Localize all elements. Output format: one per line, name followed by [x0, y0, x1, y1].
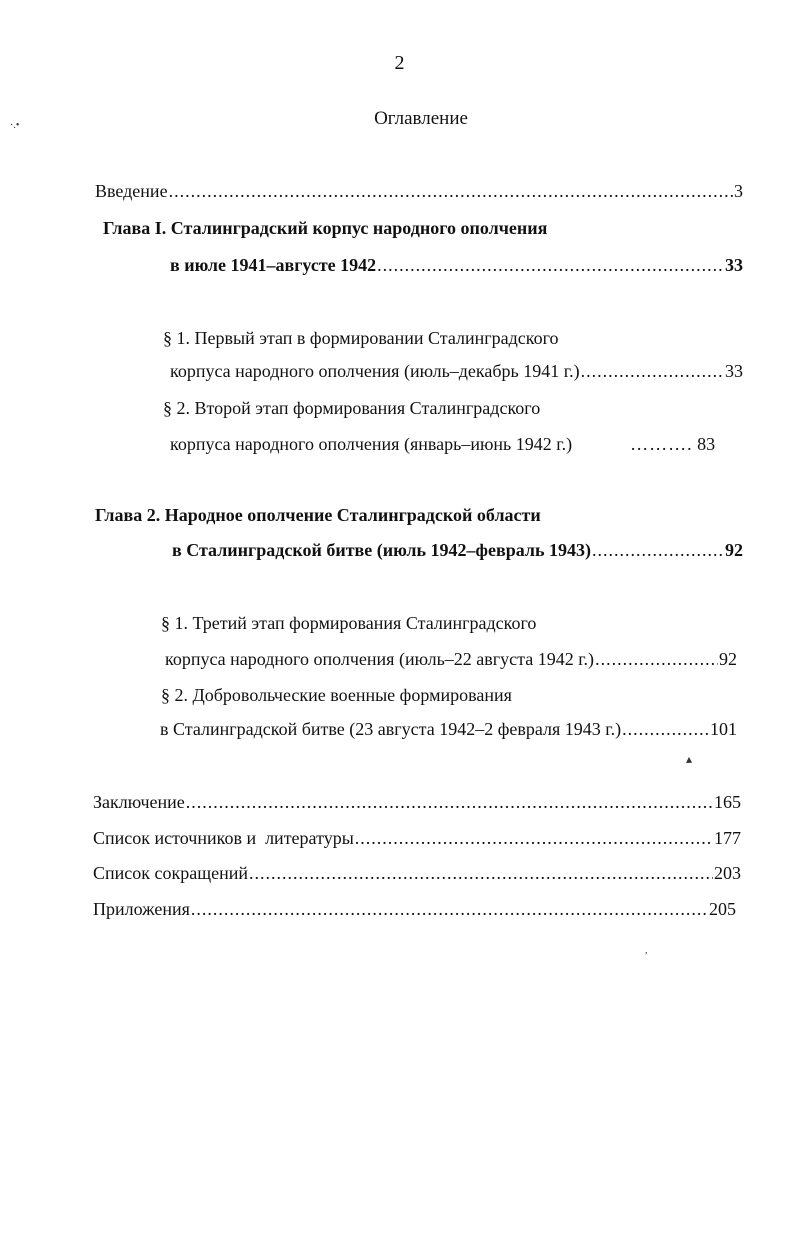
toc-entry-page: 92 — [719, 649, 737, 669]
toc-section-2-2 — [160, 717, 737, 741]
toc-entry-page: 165 — [714, 792, 741, 812]
dot-leader: ………. — [630, 434, 693, 454]
dot-leader — [592, 538, 724, 562]
toc-entry-conclusion — [93, 790, 741, 814]
toc-entry-intro — [95, 179, 743, 203]
toc-entry-page: 33 — [725, 255, 743, 275]
toc-section-1-1 — [170, 359, 743, 383]
toc-entry-label: корпуса народного ополчения (январь–июнь 1942 г.) — [170, 434, 573, 454]
dot-leader — [581, 359, 724, 383]
toc-entry-page: 3 — [734, 181, 743, 201]
toc-entry-label: Список источников и литературы — [93, 828, 354, 848]
toc-section-2-1-title: § 1. Третий этап формирования Сталинградского — [161, 613, 537, 633]
scan-speck: ▴ — [686, 752, 693, 766]
toc-entry-label: корпуса народного ополчения (июль–22 августа 1942 г.) — [165, 649, 595, 669]
dot-leader — [186, 790, 713, 814]
toc-entry-sources — [93, 826, 741, 850]
dot-leader — [377, 253, 724, 277]
toc-entry-label: в июле 1941–августе 1942 — [170, 255, 377, 275]
scan-speck: ·.• — [10, 120, 20, 131]
toc-entry-page: 101 — [710, 719, 737, 739]
toc-section-2-1 — [165, 647, 737, 671]
toc-entry-label: Введение — [95, 181, 168, 201]
toc-entry-page: 83 — [697, 434, 716, 454]
toc-section-2-2-title: § 2. Добровольческие военные формирования — [161, 685, 512, 705]
toc-entry-page: 92 — [725, 540, 743, 560]
dot-leader — [191, 897, 708, 921]
toc-entry-label: в Сталинградской битве (23 августа 1942–2 февраля 1943 г.) — [160, 719, 622, 739]
toc-entry-label: Приложения — [93, 899, 190, 919]
toc-entry-label: Заключение — [93, 792, 185, 812]
toc-chapter-2 — [172, 538, 743, 562]
toc-entry-page: 33 — [725, 361, 743, 381]
toc-section-1-1-title: § 1. Первый этап в формировании Сталинградского — [163, 328, 559, 348]
toc-entry-abbreviations — [93, 861, 741, 885]
toc-chapter-2-title: Глава 2. Народное ополчение Сталинградской области — [95, 505, 541, 525]
toc-entry-page: 203 — [714, 863, 741, 883]
toc-entry-page: 177 — [714, 828, 741, 848]
toc-entry-trailer — [630, 432, 715, 456]
dot-leader — [169, 179, 733, 203]
toc-entry-label: корпуса народного ополчения (июль–декабрь 1941 г.) — [170, 361, 580, 381]
dot-leader — [249, 861, 713, 885]
toc-entry-appendices — [93, 897, 736, 921]
scan-speck: , — [645, 945, 648, 956]
page-number: 2 — [394, 52, 405, 74]
toc-section-1-2 — [170, 432, 743, 456]
toc-chapter-1 — [170, 253, 743, 277]
dot-leader — [355, 826, 713, 850]
dot-leader — [595, 647, 718, 671]
toc-title: Оглавление — [374, 108, 468, 129]
toc-entry-page: 205 — [709, 899, 736, 919]
toc-chapter-1-title: Глава I. Сталинградский корпус народного ополчения — [103, 218, 548, 238]
toc-entry-label: в Сталинградской битве (июль 1942–февраль 1943) — [172, 540, 591, 560]
dot-leader — [622, 717, 709, 741]
toc-entry-label: Список сокращений — [93, 863, 248, 883]
toc-section-1-2-title: § 2. Второй этап формирования Сталинградского — [163, 398, 541, 418]
